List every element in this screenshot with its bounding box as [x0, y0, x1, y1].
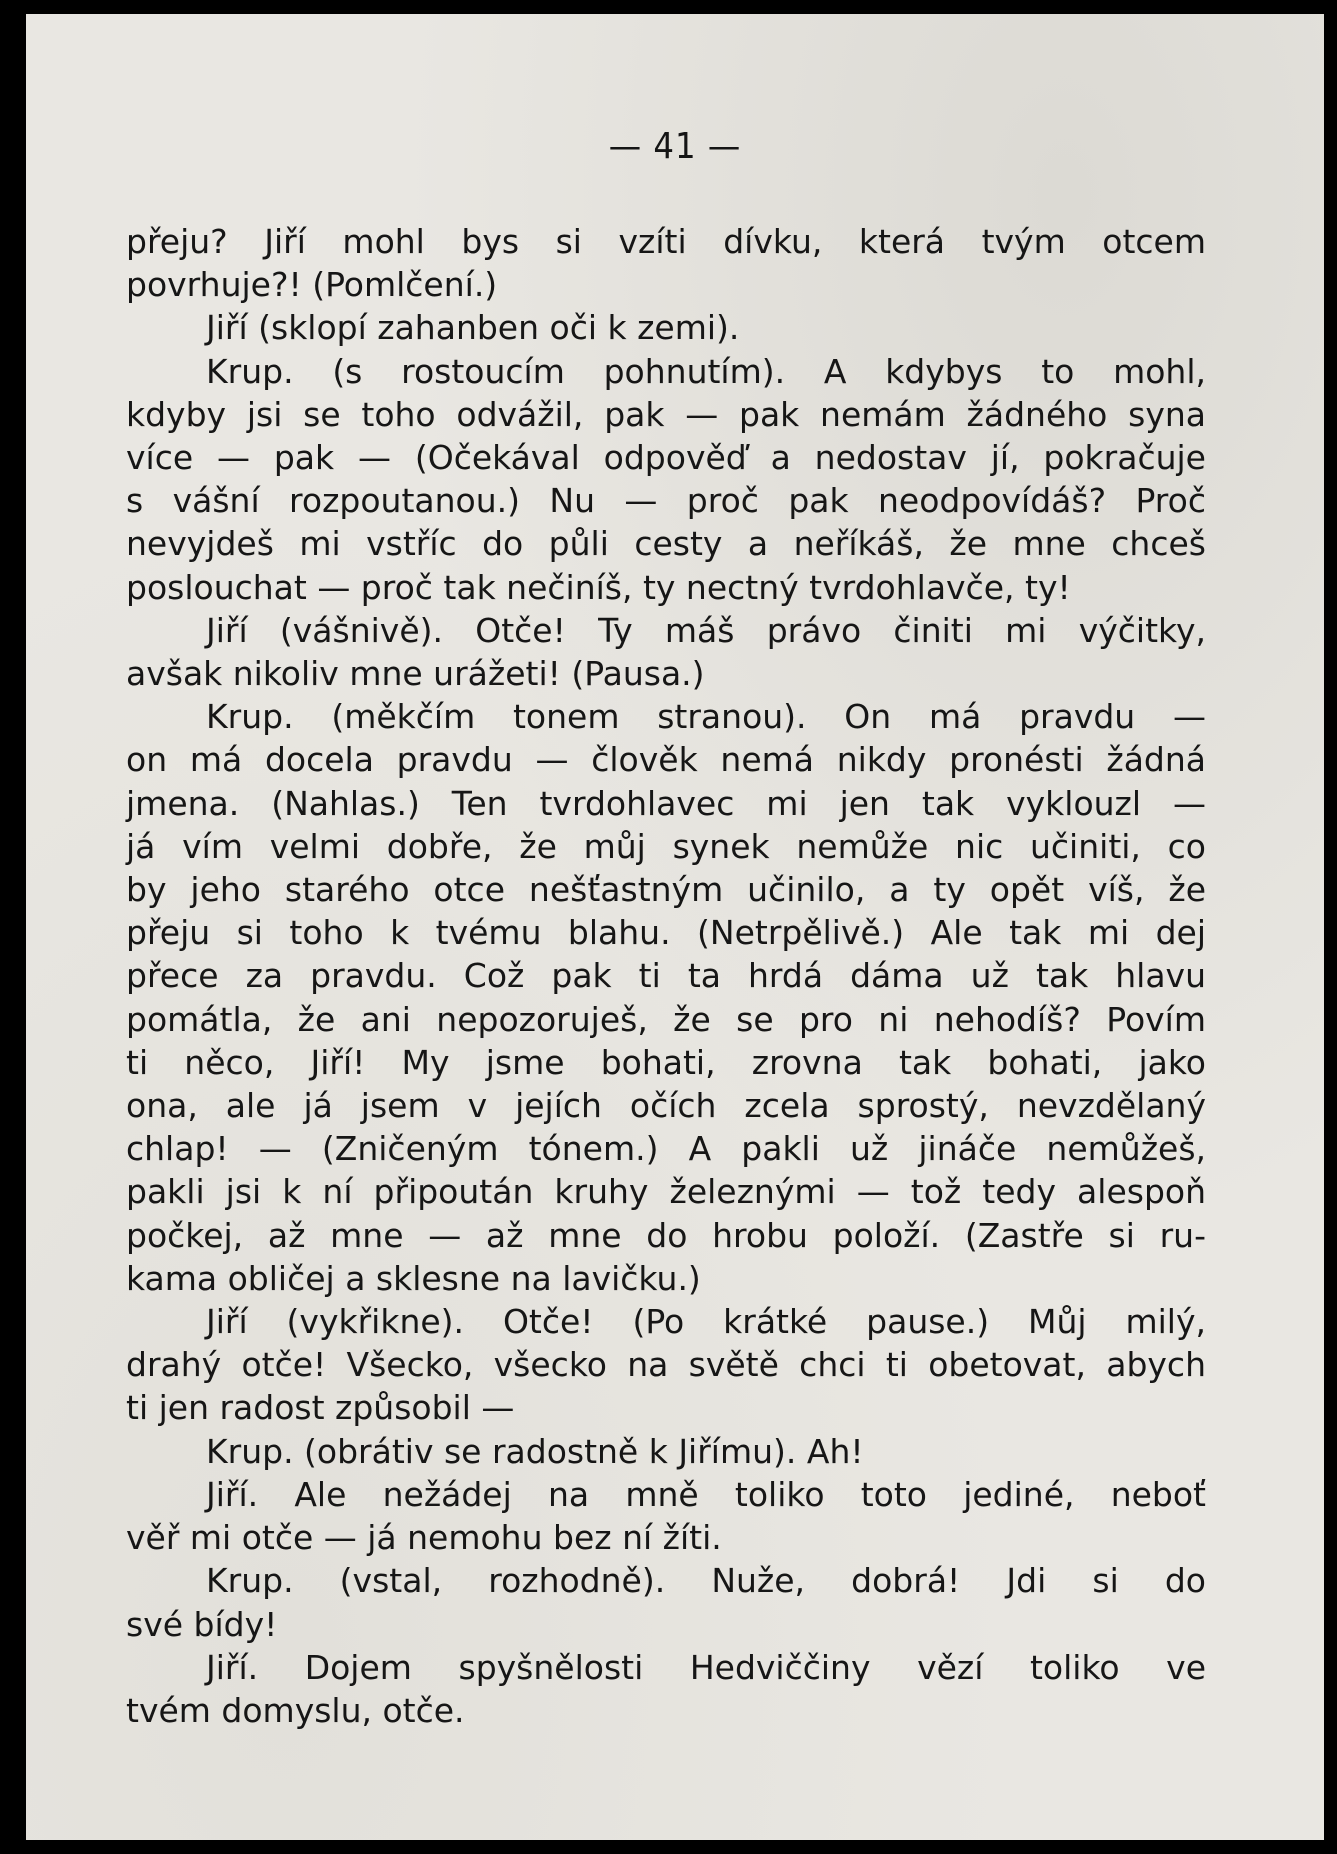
paragraph: [126, 1430, 1206, 1473]
paragraph: [126, 1646, 1206, 1732]
text-line: Krup. (obrátiv se radostně k Jiřímu). Ah!: [206, 1431, 864, 1471]
text-line: avšak nikoliv mne urážeti! (Pausa.): [126, 654, 705, 694]
paragraph: [126, 1559, 1206, 1645]
text-line: on má docela pravdu — člověk nemá nikdy pronésti žádná: [126, 740, 1206, 780]
page-number: — 41 —: [608, 126, 742, 167]
text-line: Jiří. Ale nežádej na mně toliko toto jediné, neboť: [206, 1474, 1206, 1514]
text-line: já vím velmi dobře, že můj synek nemůže nic učiniti, co: [126, 826, 1206, 866]
page-text: [126, 220, 1206, 1732]
text-line: Jiří (vykřikne). Otče! (Po krátké pause.) Můj milý,: [206, 1302, 1206, 1342]
text-line: pomátla, že ani nepozoruješ, že se pro ni nehodíš? Povím: [126, 999, 1206, 1039]
text-line: chlap! — (Zničeným tónem.) A pakli už jináče nemůžeš,: [126, 1129, 1206, 1169]
text-line: drahý otče! Všecko, všecko na světě chci ti obetovat, abych: [126, 1345, 1206, 1385]
text-line: své bídy!: [126, 1604, 278, 1644]
text-line: tvém domyslu, otče.: [126, 1690, 465, 1730]
paragraph: [126, 695, 1206, 1300]
text-line: věř mi otče — já nemohu bez ní žíti.: [126, 1518, 722, 1558]
text-line: pakli jsi k ní připoután kruhy železnými — tož tedy alespoň: [126, 1172, 1206, 1212]
paragraph: [126, 350, 1206, 609]
book-page: [26, 14, 1324, 1840]
text-line: s vášní rozpoutanou.) Nu — proč pak neodpovídáš? Proč: [126, 481, 1206, 521]
text-line: poslouchat — proč tak nečiníš, ty nectný tvrdohlavče, ty!: [126, 567, 1071, 607]
text-line: Krup. (vstal, rozhodně). Nuže, dobrá! Jdi si do: [206, 1561, 1206, 1601]
paragraph: [126, 609, 1206, 695]
paragraph: [126, 306, 1206, 349]
text-line: Jiří (vášnivě). Otče! Ty máš právo činiti mi výčitky,: [206, 610, 1206, 650]
paragraph: [126, 1300, 1206, 1430]
text-line: přeju? Jiří mohl bys si vzíti dívku, která tvým otcem: [126, 222, 1206, 261]
paragraph: [126, 1473, 1206, 1559]
text-line: počkej, až mne — až mne do hrobu položí. (Zastře si ru-: [126, 1215, 1206, 1255]
text-line: více — pak — (Očekával odpověď a nedostav jí, pokračuje: [126, 438, 1206, 478]
text-line: Jiří (sklopí zahanben oči k zemi).: [206, 308, 740, 348]
text-line: přeju si toho k tvému blahu. (Netrpělivě.) Ale tak mi dej: [126, 913, 1206, 953]
text-line: přece za pravdu. Což pak ti ta hrdá dáma už tak hlavu: [126, 956, 1206, 996]
text-line: ti jen radost způsobil —: [126, 1388, 515, 1428]
text-line: ona, ale já jsem v jejích očích zcela sprostý, nevzdělaný: [126, 1086, 1206, 1126]
text-line: ti něco, Jiří! My jsme bohati, zrovna tak bohati, jako: [126, 1042, 1206, 1082]
text-line: by jeho starého otce nešťastným učinilo, a ty opět víš, že: [126, 870, 1206, 910]
paragraph: [126, 220, 1206, 306]
text-line: Krup. (měkčím tonem stranou). On má pravdu —: [206, 697, 1206, 737]
text-line: Krup. (s rostoucím pohnutím). A kdybys to mohl,: [206, 351, 1206, 391]
text-line: povrhuje?! (Pomlčení.): [126, 265, 498, 305]
text-line: kama obličej a sklesne na lavičku.): [126, 1258, 701, 1298]
text-line: kdyby jsi se toho odvážil, pak — pak nemám žádného syna: [126, 394, 1206, 434]
text-line: Jiří. Dojem spyšnělosti Hedviččiny vězí toliko ve: [206, 1647, 1206, 1687]
text-line: jmena. (Nahlas.) Ten tvrdohlavec mi jen tak vyklouzl —: [126, 783, 1206, 823]
text-line: nevyjdeš mi vstříc do půli cesty a neříkáš, že mne chceš: [126, 524, 1206, 564]
